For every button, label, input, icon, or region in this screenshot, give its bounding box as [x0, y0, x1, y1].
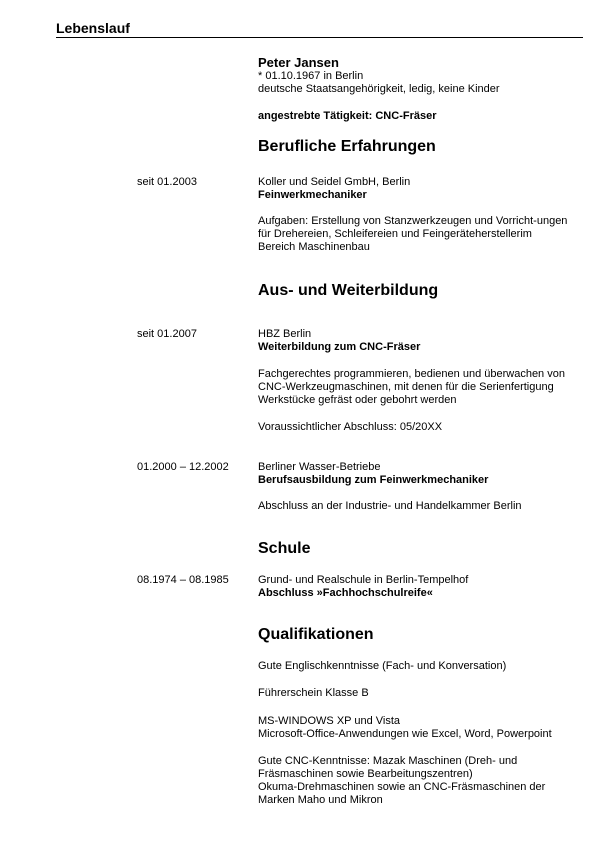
- title-divider: [56, 37, 583, 38]
- education-note: Abschluss an der Industrie- und Handelkammer Berlin: [258, 500, 522, 512]
- person-birth: * 01.10.1967 in Berlin: [258, 70, 364, 82]
- page-title: Lebenslauf: [56, 20, 130, 36]
- education-org: Berliner Wasser-Betriebe: [258, 461, 381, 473]
- education-org: HBZ Berlin: [258, 328, 312, 340]
- section-heading-school: Schule: [258, 540, 311, 557]
- section-heading-experience: Berufliche Erfahrungen: [258, 138, 436, 155]
- experience-org: Koller und Seidel GmbH, Berlin: [258, 176, 411, 188]
- school-org: Grund- und Realschule in Berlin-Tempelhof: [258, 574, 469, 586]
- qualification-item: MS-WINDOWS XP und Vista: [258, 715, 401, 727]
- qualification-item: Gute CNC-Kenntnisse: Mazak Maschinen (Dreh- und: [258, 755, 518, 767]
- person-details: deutsche Staatsangehörigkeit, ledig, keine Kinder: [258, 83, 500, 95]
- description-line: Bereich Maschinenbau: [258, 241, 370, 253]
- education-role: Weiterbildung zum CNC-Fräser: [258, 341, 421, 353]
- education-role: Berufsausbildung zum Feinwerkmechaniker: [258, 474, 489, 486]
- description-line: Werkstücke gefräst oder gebohrt werden: [258, 394, 457, 406]
- experience-description: [258, 215, 588, 254]
- education-date: seit 01.2007: [137, 328, 197, 340]
- target-job: angestrebte Tätigkeit: CNC-Fräser: [258, 110, 437, 122]
- qualification-item: Okuma-Drehmaschinen sowie an CNC-Fräsmaschinen der: [258, 781, 546, 793]
- qualification-item: Führerschein Klasse B: [258, 687, 369, 699]
- qualification-item: Fräsmaschinen sowie Bearbeitungszentren): [258, 768, 473, 780]
- description-line: Aufgaben: Erstellung von Stanzwerkzeugen und Vorricht-ungen: [258, 215, 568, 227]
- section-heading-education: Aus- und Weiterbildung: [258, 282, 439, 299]
- education-date: 01.2000 – 12.2002: [137, 461, 229, 473]
- school-degree: Abschluss »Fachhochschulreife«: [258, 587, 433, 599]
- description-line: Fachgerechtes programmieren, bedienen und überwachen von: [258, 368, 565, 380]
- education-description: [258, 368, 588, 407]
- description-line: CNC-Werkzeugmaschinen, mit denen für die Serienfertigung: [258, 381, 554, 393]
- experience-role: Feinwerkmechaniker: [258, 189, 367, 201]
- qualification-item: Gute Englischkenntnisse (Fach- und Konversation): [258, 660, 507, 672]
- experience-date: seit 01.2003: [137, 176, 197, 188]
- qualification-item: Marken Maho und Mikron: [258, 794, 383, 806]
- qualification-item: Microsoft-Office-Anwendungen wie Excel, Word, Powerpoint: [258, 728, 552, 740]
- education-note: Voraussichtlicher Abschluss: 05/20XX: [258, 421, 443, 433]
- description-line: für Drehereien, Schleifereien und Feingeräteherstellerim: [258, 228, 532, 240]
- school-date: 08.1974 – 08.1985: [137, 574, 229, 586]
- section-heading-qualifications: Qualifikationen: [258, 626, 374, 643]
- person-name: Peter Jansen: [258, 55, 339, 70]
